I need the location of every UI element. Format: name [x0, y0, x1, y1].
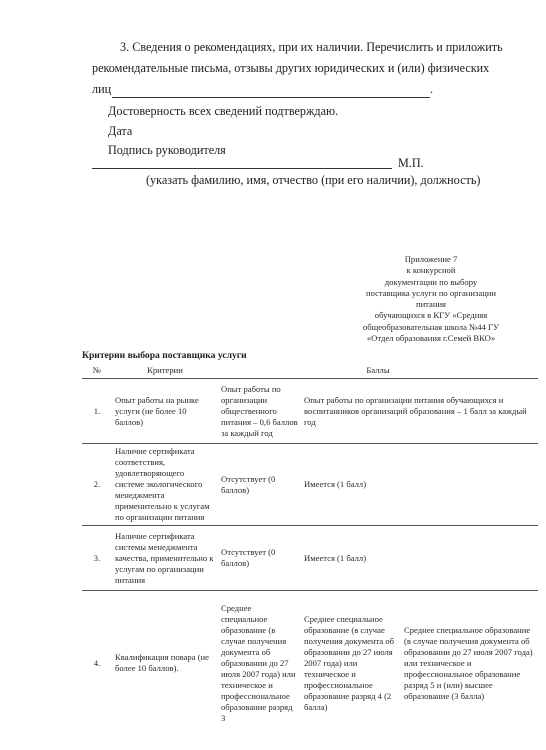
row-criterion: Наличие сертификата системы менеджмента качества, применительно к услугам по организации питания [112, 526, 218, 591]
appendix-line: поставщика услуги по организации [365, 287, 497, 298]
row-number: 3. [82, 526, 112, 591]
column-header-points: Баллы [218, 362, 538, 379]
recommendations-line-3: лиц [92, 82, 112, 96]
recommendations-line-1: 3. Сведения о рекомендациях, при их наличии. Перечислить и приложить [120, 40, 503, 54]
row-option: Среднее специальное образование (в случае получения документа об образовании до 27 июля 2007 года) или техническое и профессиональное образование разряд 3 [221, 602, 296, 723]
appendix-line: Приложение 7 [404, 254, 458, 264]
appendix-line: к конкурсной [406, 265, 456, 276]
date-label: Дата [108, 124, 133, 138]
row-criterion: Опыт работы на рынке услуги (не более 10 баллов) [112, 379, 218, 444]
row-option: Отсутствует (0 баллов) [218, 444, 301, 526]
appendix-line: «Отдел образования г.Семей ВКО» [366, 333, 496, 344]
row-option: Среднее специальное образование (в случае получения документа об образовании до 27 июля 2007 года) или техническое и профессиональное образование разряд 5 и (или) высшее образование (3 балла) [404, 624, 533, 701]
table-row [82, 444, 538, 526]
row-criterion: Наличие сертификата соответствия, удовлетворяющего системе экологического менеджмента применительно к услугам по организации питания [112, 444, 218, 526]
column-header-criteria: Критерии [112, 362, 218, 379]
recommendations-blank-line [112, 97, 430, 98]
recommendations-line-2: рекомендательные письма, отзывы других юридических и (или) физических [92, 61, 490, 75]
signature-hint: (указать фамилию, имя, отчество (при его наличии), должность) [146, 173, 481, 187]
row-option: Отсутствует (0 баллов) [218, 526, 301, 591]
row-number: 4. [93, 657, 101, 668]
row-option: Среднее специальное образование (в случае получения документа об образовании до 27 июля 2007 года) или техническое и профессиональное образование разряд 4 (2 балла) [304, 613, 395, 712]
row-option: Опыт работы по организации питания обучающихся и воспитанников организаций образования – 1 балл за каждый год [301, 379, 538, 444]
row-option: Опыт работы по организации общественного питания – 0,6 баллов за каждый год [218, 379, 301, 444]
table-header-row [82, 362, 538, 379]
table-row [82, 591, 538, 736]
signature-label: Подпись руководителя [108, 143, 226, 157]
appendix-note [346, 254, 516, 344]
row-number: 2. [82, 444, 112, 526]
row-criterion: Квалификация повара (не более 10 баллов). [115, 652, 209, 673]
column-header-number: № [82, 362, 112, 379]
recommendations-line-end: . [430, 82, 434, 96]
row-number: 1. [82, 379, 112, 444]
appendix-line: обучающихся в КГУ «Средняя [374, 310, 488, 321]
signature-blank-line [92, 168, 392, 169]
seal-label: М.П. [398, 156, 424, 170]
appendix-line: документации по выбору [384, 276, 478, 287]
table-row [82, 526, 538, 591]
confirmation-text: Достоверность всех сведений подтверждаю. [108, 104, 339, 118]
appendix-line: питания [415, 299, 447, 310]
row-option: Имеется (1 балл) [301, 444, 538, 526]
criteria-heading: Критерии выбора поставщика услуги [82, 350, 247, 361]
row-option: Имеется (1 балл) [301, 526, 538, 591]
table-row [82, 379, 538, 444]
criteria-table [82, 362, 538, 735]
appendix-line: общеобразовательная школа №44 ГУ [362, 321, 500, 332]
